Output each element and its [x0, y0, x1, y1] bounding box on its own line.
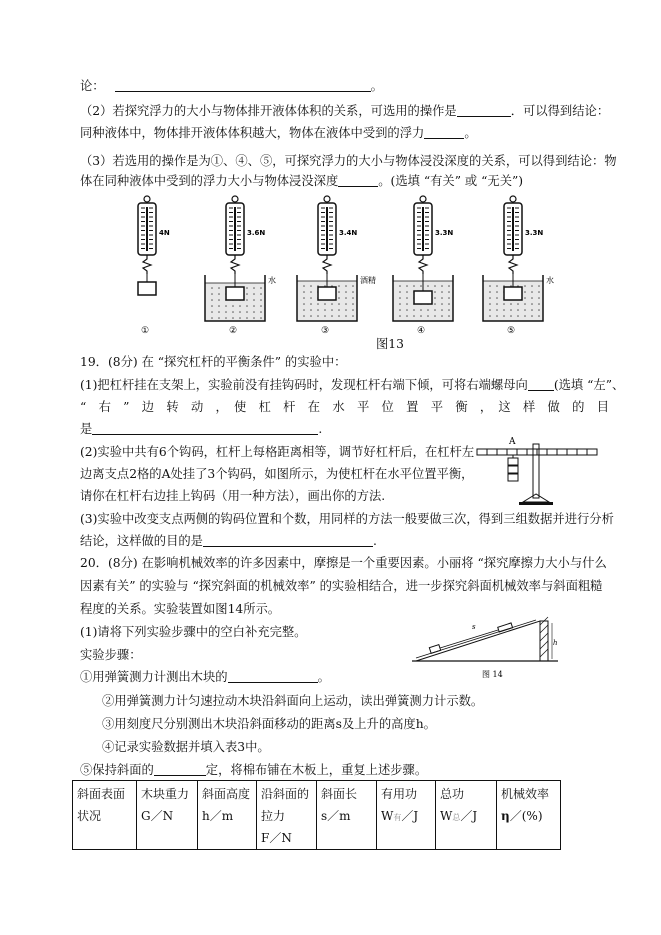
step-1 — [80, 669, 330, 685]
scale-reading: 3.3N — [525, 229, 544, 237]
question-2-line-1 — [80, 103, 609, 119]
q19-part3-line2 — [80, 533, 377, 549]
figure-14-caption: 图 14 — [482, 670, 503, 679]
figure-13-caption: 图13 — [376, 337, 404, 351]
period: 。 — [370, 79, 383, 93]
answer-blank[interactable] — [92, 422, 318, 435]
q19-part1-line2: “ 右 ” 边 转 动 ， 使 杠 杆 在 水 平 位 置 平 衡 ， 这 样 做 的 目 — [80, 400, 610, 414]
step-2: ②用弹簧测力计匀速拉动木块沿斜面向上运动，读出弹簧测力计示数。 — [102, 694, 484, 708]
metal-block — [138, 282, 156, 295]
step-text: 定，将棉布铺在木板上，重复上述步骤。 — [205, 763, 428, 777]
hook-weight — [508, 466, 518, 473]
liquid-label: 水 — [268, 276, 276, 285]
q19-text: . — [372, 534, 377, 548]
question-2-text: ．可以得到结论： — [510, 104, 610, 118]
scale-reading: 4N — [159, 229, 170, 237]
question-19-heading: 19．(8分) 在 “探究杠杆的平衡条件” 的实验中： — [80, 355, 347, 369]
answer-blank[interactable] — [203, 534, 373, 547]
question-3-line-2 — [80, 173, 523, 189]
table-3 — [72, 780, 561, 850]
liquid-label: 酒精 — [360, 276, 376, 285]
step-text: ⑤保持斜面的 — [80, 763, 154, 777]
spring-scale-setup — [297, 196, 376, 335]
header-cell-efficiency: 机械效率 η／(%) — [497, 781, 561, 850]
step-text: 。 — [317, 670, 330, 684]
figure-13-spring-scales — [105, 195, 575, 335]
step-4: ④记录实验数据并填入表3中。 — [102, 740, 270, 754]
setup-number-label: ② — [229, 326, 238, 335]
answer-blank[interactable] — [457, 104, 511, 117]
q19-part2-line1: (2)实验中共有6个钩码，杠杆上每格距离相等，调节好杠杆后，在杠杆左 — [80, 445, 475, 459]
lever-stand — [533, 444, 539, 498]
setup-number-label: ⑤ — [507, 326, 516, 335]
table-header-row — [73, 781, 561, 850]
spring-scale-setup — [205, 196, 276, 335]
step-text: ①用弹簧测力计测出木块的 — [80, 670, 228, 684]
setup-number-label: ③ — [321, 326, 330, 335]
spring-scale-setup — [138, 196, 170, 335]
answer-blank[interactable] — [528, 378, 554, 391]
length-label-s: s — [472, 623, 476, 631]
q20-line2: 因素有关” 的实验与 “探究斜面的机械效率” 的实验相结合，进一步探究斜面机械效率与斜面粗糙 — [80, 579, 603, 593]
q19-text: 是 — [80, 422, 93, 436]
q20-steps-heading: 实验步骤： — [80, 648, 142, 662]
metal-block — [504, 287, 522, 300]
q19-part1-line1 — [80, 377, 624, 393]
question-3-text: （3）若选用的操作是为①、④、⑤，可探究浮力的大小与物体浸没深度的关系，可以得到结论：物 — [80, 154, 617, 168]
setup-number-label: ① — [141, 326, 150, 335]
q19-part2-line3: 请你在杠杆右边挂上钩码（用一种方法），画出你的方法. — [80, 489, 386, 503]
q20-line1: 20．(8分) 在影响机械效率的许多因素中，摩擦是一个重要因素。小丽将 “探究摩擦力大小与什么 — [80, 556, 607, 570]
answer-blank[interactable] — [228, 670, 318, 683]
metal-block — [226, 287, 244, 300]
liquid-label: 水 — [546, 276, 554, 285]
header-cell-length: 斜面长 s／m — [317, 781, 377, 850]
answer-blank[interactable] — [424, 126, 464, 139]
metal-block — [414, 291, 432, 304]
lever-point-a-label: A — [509, 437, 516, 447]
header-cell-pull-force: 沿斜面的 拉力 F／N — [257, 781, 317, 850]
question-3-line-1 — [80, 153, 617, 169]
figure-14-incline — [410, 615, 560, 680]
header-cell-weight: 木块重力 G／N — [137, 781, 198, 850]
hook-weight — [508, 474, 518, 481]
header-cell-total-work: 总功 W总／J — [436, 781, 497, 850]
answer-blank[interactable] — [338, 174, 378, 187]
q19-text: 结论，这样做的目的是 — [80, 534, 203, 548]
question-2-text: 。 — [464, 126, 477, 140]
step-3: ③用刻度尺分别测出木块沿斜面移动的距离s及上升的高度h。 — [102, 717, 436, 731]
scale-reading: 3.6N — [247, 229, 266, 237]
spring-scale-setup — [393, 196, 453, 335]
q19-part1-line3 — [80, 421, 322, 437]
metal-block — [318, 287, 336, 300]
header-cell-useful-work: 有用功 W有／J — [377, 781, 436, 850]
lever-figure — [475, 432, 601, 506]
q19-text: (选填 “左”、 — [553, 378, 625, 392]
height-label-h: h — [553, 639, 558, 647]
q20-line3: 程度的关系。实验装置如图14所示。 — [80, 602, 281, 616]
conclusion-line — [80, 78, 383, 94]
scale-reading: 3.3N — [435, 229, 454, 237]
question-2-line-2 — [80, 125, 477, 141]
q20-line4: (1)请将下列实验步骤中的空白补充完整。 — [80, 625, 307, 639]
question-2-text: （2）若探究浮力的大小与物体排开液体体积的关系，可选用的操作是 — [80, 104, 457, 118]
header-cell-height: 斜面高度 h／m — [198, 781, 257, 850]
question-3-text: 体在同种液体中受到的浮力大小与物体浸没深度 — [80, 174, 339, 188]
scale-reading: 3.4N — [339, 229, 358, 237]
wooden-block — [429, 645, 440, 654]
question-3-text: 。(选填 “有关” 或 “无关”) — [378, 174, 524, 188]
step-5 — [80, 762, 427, 778]
conclusion-prefix: 论： — [80, 79, 105, 93]
q19-part2-line2: 边离支点2格的A处挂了3个钩码，如图所示，为使杠杆在水平位置平衡， — [80, 467, 474, 481]
q19-text: . — [318, 422, 323, 436]
hook-weight — [508, 458, 518, 465]
answer-blank[interactable] — [154, 763, 206, 776]
setup-number-label: ④ — [417, 326, 426, 335]
q19-text: (1)把杠杆挂在支架上，实验前没有挂钩码时，发现杠杆右端下倾，可将右端螺母向 — [80, 378, 528, 392]
answer-blank[interactable] — [115, 79, 371, 92]
q19-part3-line1: (3)实验中改变支点两侧的钩码位置和个数，用同样的方法一般要做三次，得到三组数据并进行分析 — [80, 512, 614, 526]
header-cell-surface: 斜面表面 状况 — [73, 781, 137, 850]
question-2-text: 同种液体中，物体排开液体体积越大，物体在液体中受到的浮力 — [80, 126, 425, 140]
spring-scale-setup — [483, 196, 554, 335]
